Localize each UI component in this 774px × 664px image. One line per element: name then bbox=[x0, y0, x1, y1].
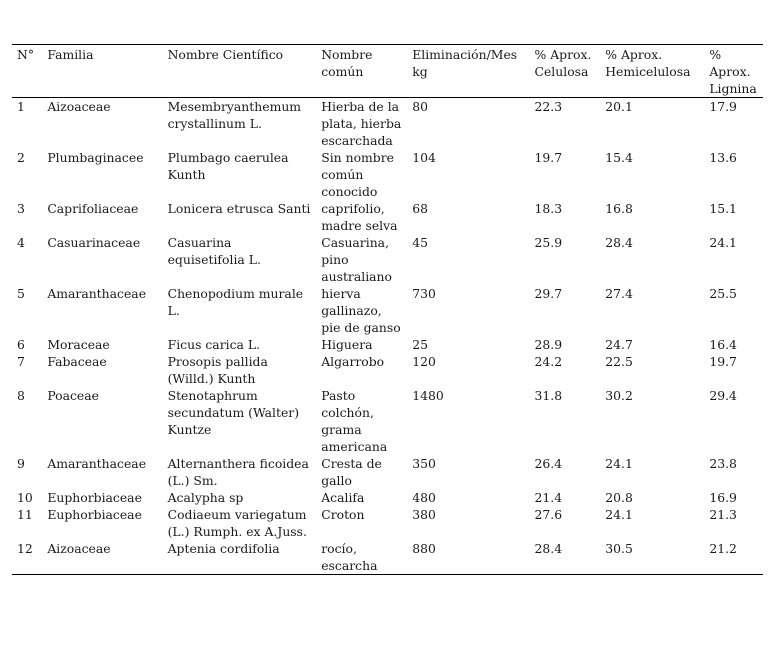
cell-celulosa: 19.7 bbox=[534, 150, 563, 165]
cell-nombre-comun: rocío, escarcha bbox=[321, 541, 378, 573]
table-row bbox=[12, 540, 763, 575]
cell-lignina: 24.1 bbox=[709, 235, 737, 250]
cell-celulosa: 18.3 bbox=[534, 201, 563, 216]
cell-eliminacion: 104 bbox=[412, 150, 436, 165]
cell-familia: Moraceae bbox=[47, 337, 110, 352]
cell-lignina: 23.8 bbox=[709, 456, 737, 471]
cell-no: 8 bbox=[17, 388, 25, 403]
cell-hemicelulosa: 22.5 bbox=[605, 354, 633, 369]
cell-nombre-comun: caprifolio, madre selva bbox=[321, 201, 398, 233]
table-row bbox=[12, 285, 763, 336]
cell-celulosa: 28.9 bbox=[534, 337, 563, 352]
cell-hemicelulosa: 20.1 bbox=[605, 99, 633, 114]
table-row bbox=[12, 506, 763, 540]
cell-no: 1 bbox=[17, 99, 25, 114]
cell-eliminacion: 730 bbox=[412, 286, 436, 301]
cell-nombre-cientifico: Aptenia cordifolia bbox=[167, 541, 280, 556]
cell-lignina: 15.1 bbox=[709, 201, 737, 216]
cell-nombre-comun: Hierba de la plata, hierba escarchada bbox=[321, 99, 402, 148]
cell-nombre-comun: Croton bbox=[321, 507, 365, 522]
cell-familia: Aizoaceae bbox=[47, 541, 111, 556]
header-lignina: % Aprox. Lignina bbox=[709, 47, 757, 96]
species-table bbox=[12, 44, 763, 575]
table-row bbox=[12, 98, 763, 150]
cell-lignina: 16.9 bbox=[709, 490, 737, 505]
cell-no: 5 bbox=[17, 286, 25, 301]
cell-nombre-cientifico: Acalypha sp bbox=[167, 490, 244, 505]
cell-lignina: 21.2 bbox=[709, 541, 737, 556]
header-celulosa: % Aprox. Celulosa bbox=[534, 47, 592, 79]
header-nombre-comun: Nombre común bbox=[321, 47, 373, 79]
cell-eliminacion: 120 bbox=[412, 354, 436, 369]
cell-celulosa: 21.4 bbox=[534, 490, 563, 505]
cell-no: 2 bbox=[17, 150, 25, 165]
table-row bbox=[12, 336, 763, 353]
cell-nombre-cientifico: Ficus carica L. bbox=[167, 337, 261, 352]
cell-nombre-comun: Cresta de gallo bbox=[321, 456, 382, 488]
cell-nombre-cientifico: Chenopodium murale L. bbox=[167, 286, 304, 318]
table-row bbox=[12, 387, 763, 455]
cell-hemicelulosa: 30.2 bbox=[605, 388, 633, 403]
cell-nombre-cientifico: Plumbago caerulea Kunth bbox=[167, 150, 289, 182]
cell-hemicelulosa: 15.4 bbox=[605, 150, 633, 165]
table-row bbox=[12, 200, 763, 234]
cell-lignina: 21.3 bbox=[709, 507, 737, 522]
cell-hemicelulosa: 28.4 bbox=[605, 235, 633, 250]
cell-familia: Amaranthaceae bbox=[47, 456, 147, 471]
cell-lignina: 19.7 bbox=[709, 354, 737, 369]
cell-nombre-cientifico: Stenotaphrum secundatum (Walter) Kuntze bbox=[167, 388, 300, 437]
cell-lignina: 13.6 bbox=[709, 150, 737, 165]
cell-lignina: 17.9 bbox=[709, 99, 737, 114]
cell-familia: Aizoaceae bbox=[47, 99, 111, 114]
cell-nombre-comun: Casuarina, pino australiano bbox=[321, 235, 392, 284]
table-row bbox=[12, 455, 763, 489]
cell-lignina: 29.4 bbox=[709, 388, 737, 403]
cell-no: 9 bbox=[17, 456, 25, 471]
cell-celulosa: 22.3 bbox=[534, 99, 563, 114]
cell-hemicelulosa: 20.8 bbox=[605, 490, 633, 505]
cell-eliminacion: 350 bbox=[412, 456, 436, 471]
cell-celulosa: 29.7 bbox=[534, 286, 563, 301]
cell-eliminacion: 80 bbox=[412, 99, 428, 114]
cell-no: 3 bbox=[17, 201, 25, 216]
cell-eliminacion: 68 bbox=[412, 201, 428, 216]
table-row bbox=[12, 234, 763, 285]
cell-familia: Poaceae bbox=[47, 388, 99, 403]
cell-eliminacion: 380 bbox=[412, 507, 436, 522]
cell-nombre-comun: Pasto colchón, grama americana bbox=[321, 388, 388, 454]
table-header bbox=[12, 45, 763, 98]
header-nombre-cientifico: Nombre Científico bbox=[167, 47, 284, 62]
cell-no: 6 bbox=[17, 337, 25, 352]
cell-nombre-cientifico: Casuarina equisetifolia L. bbox=[167, 235, 261, 267]
header-familia: Familia bbox=[47, 47, 94, 62]
cell-celulosa: 25.9 bbox=[534, 235, 563, 250]
cell-eliminacion: 25 bbox=[412, 337, 428, 352]
cell-eliminacion: 480 bbox=[412, 490, 436, 505]
cell-nombre-comun: Higuera bbox=[321, 337, 373, 352]
cell-familia: Euphorbiaceae bbox=[47, 507, 142, 522]
table-row bbox=[12, 149, 763, 200]
cell-no: 10 bbox=[17, 490, 33, 505]
cell-nombre-cientifico: Mesembryanthemum crystallinum L. bbox=[167, 99, 302, 131]
cell-hemicelulosa: 30.5 bbox=[605, 541, 633, 556]
cell-no: 11 bbox=[17, 507, 33, 522]
cell-celulosa: 27.6 bbox=[534, 507, 563, 522]
header-eliminacion: Eliminación/Mes kg bbox=[412, 47, 518, 79]
cell-no: 4 bbox=[17, 235, 25, 250]
cell-nombre-cientifico: Prosopis pallida (Willd.) Kunth bbox=[167, 354, 268, 386]
cell-hemicelulosa: 24.7 bbox=[605, 337, 633, 352]
cell-familia: Caprifoliaceae bbox=[47, 201, 139, 216]
cell-nombre-comun: hierva gallinazo, pie de ganso bbox=[321, 286, 401, 335]
cell-familia: Casuarinaceae bbox=[47, 235, 141, 250]
cell-celulosa: 24.2 bbox=[534, 354, 563, 369]
table-body bbox=[12, 98, 763, 575]
cell-nombre-cientifico: Codiaeum variegatum (L.) Rumph. ex A.Juss. bbox=[167, 507, 307, 539]
cell-celulosa: 28.4 bbox=[534, 541, 563, 556]
cell-hemicelulosa: 27.4 bbox=[605, 286, 633, 301]
cell-familia: Fabaceae bbox=[47, 354, 107, 369]
cell-eliminacion: 1480 bbox=[412, 388, 444, 403]
cell-celulosa: 26.4 bbox=[534, 456, 563, 471]
header-hemicelulosa: % Aprox. Hemicelulosa bbox=[605, 47, 691, 79]
cell-familia: Amaranthaceae bbox=[47, 286, 147, 301]
table-row bbox=[12, 353, 763, 387]
cell-nombre-comun: Algarrobo bbox=[321, 354, 385, 369]
cell-lignina: 25.5 bbox=[709, 286, 737, 301]
cell-nombre-cientifico: Lonicera etrusca Santi bbox=[167, 201, 311, 216]
cell-hemicelulosa: 16.8 bbox=[605, 201, 633, 216]
header-row bbox=[12, 45, 763, 98]
cell-celulosa: 31.8 bbox=[534, 388, 563, 403]
cell-hemicelulosa: 24.1 bbox=[605, 456, 633, 471]
cell-nombre-cientifico: Alternanthera ficoidea (L.) Sm. bbox=[167, 456, 309, 488]
cell-eliminacion: 880 bbox=[412, 541, 436, 556]
cell-familia: Euphorbiaceae bbox=[47, 490, 142, 505]
cell-lignina: 16.4 bbox=[709, 337, 737, 352]
cell-hemicelulosa: 24.1 bbox=[605, 507, 633, 522]
cell-no: 12 bbox=[17, 541, 33, 556]
cell-eliminacion: 45 bbox=[412, 235, 428, 250]
cell-familia: Plumbaginacee bbox=[47, 150, 144, 165]
cell-nombre-comun: Sin nombre común conocido bbox=[321, 150, 394, 199]
table-row bbox=[12, 489, 763, 506]
cell-no: 7 bbox=[17, 354, 25, 369]
header-no: N° bbox=[17, 47, 35, 62]
cell-nombre-comun: Acalifa bbox=[321, 490, 365, 505]
